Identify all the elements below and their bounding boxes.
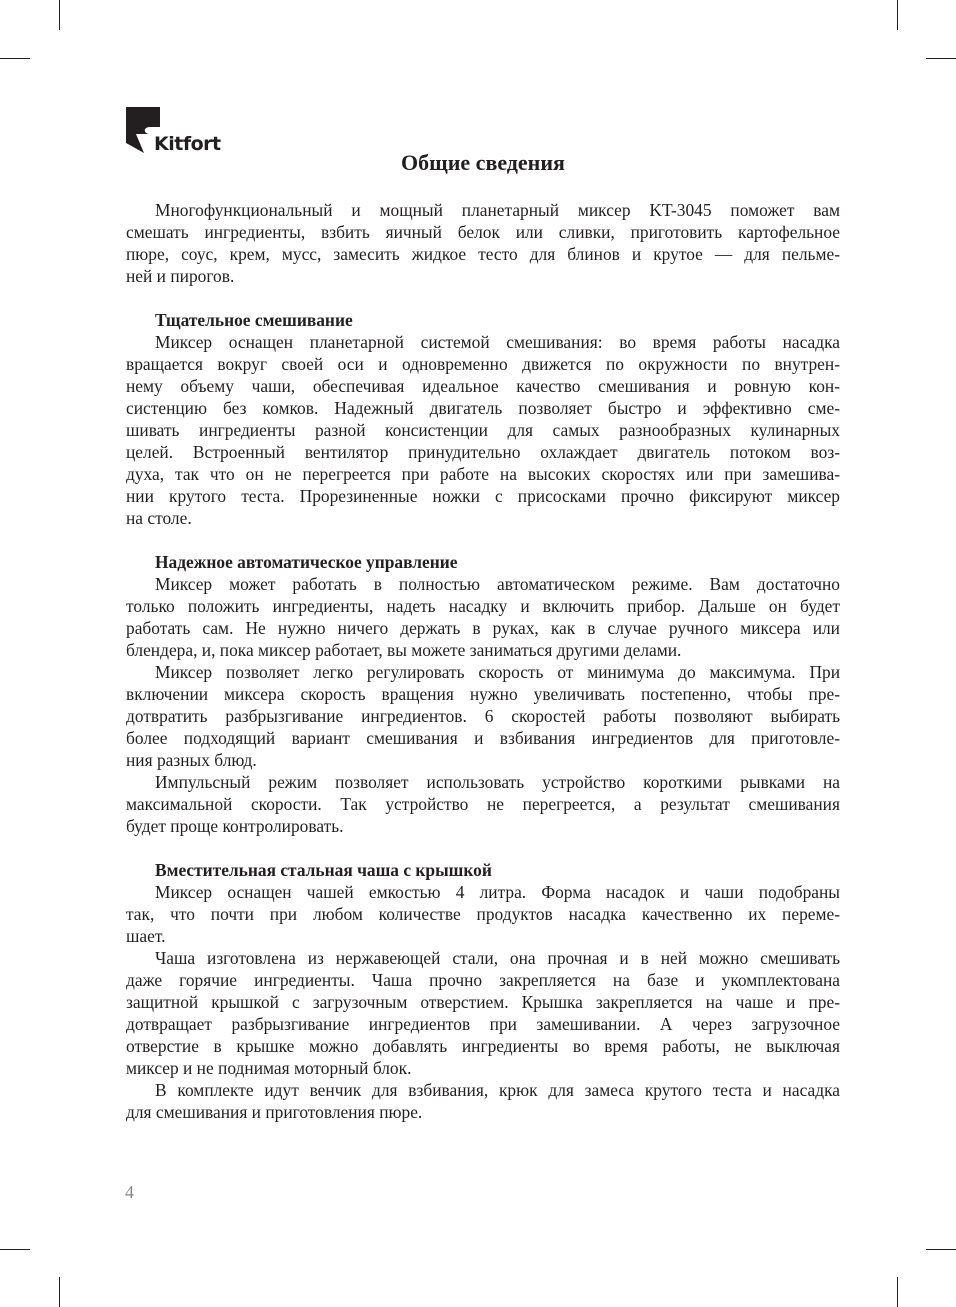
text-line: на столе. [126, 508, 192, 528]
text-line: дотвращает разбрызгивание ингредиентов при замешивании. А через загрузочное [126, 1014, 840, 1034]
section-heading: Тщательное смешивание [155, 310, 353, 330]
text-line: более подходящий вариант смешивания и взбивания ингредиентов для приготовле- [126, 728, 840, 748]
section-heading: Надежное автоматическое управление [155, 552, 458, 572]
text-line: Многофункциональный и мощный планетарный миксер KT-3045 поможет вам [155, 200, 840, 220]
spacer [126, 287, 840, 309]
text-line: Миксер оснащен планетарной системой смешивания: во время работы насадка [155, 332, 840, 352]
text-line: шивать ингредиенты разной консистенции для самых разнообразных кулинарных [126, 420, 840, 440]
brand-logo-text: Kitfort [154, 133, 221, 155]
text-line: Миксер может работать в полностью автоматическом режиме. Вам достаточно [155, 574, 840, 594]
text-line: отверстие в крышке можно добавлять ингредиенты во время работы, не выключая [126, 1036, 840, 1056]
section [126, 837, 840, 1123]
text-line: для смешивания и приготовления пюре. [126, 1102, 423, 1122]
text-line: духа, так что он не перегреется при работе на высоких скоростях или при замешива- [126, 464, 840, 484]
text-line: шает. [126, 926, 166, 946]
paragraph [126, 331, 840, 529]
crop-mark [897, 1277, 898, 1307]
text-line: работать сам. Не нужно ничего держать в руках, как в случае ручного миксера или [126, 618, 840, 638]
text-line: только положить ингредиенты, надеть насадку и включить прибор. Дальше он будет [126, 596, 840, 616]
spacer [126, 529, 840, 551]
page-title: Общие сведения [401, 150, 565, 175]
section [126, 287, 840, 529]
document-body [126, 199, 840, 1123]
text-line: смешать ингредиенты, взбить яичный белок или сливки, приготовить картофельное [126, 222, 840, 242]
text-line: так, что почти при любом количестве продуктов насадка качественно их переме- [126, 904, 840, 924]
paragraph [126, 771, 840, 837]
text-line: вращается вокруг своей оси и одновременно движется по окружности по внутрен- [126, 354, 840, 374]
crop-mark [0, 58, 30, 59]
text-line: защитной крышкой с загрузочным отверстием. Крышка закрепляется на чаше и пре- [126, 992, 840, 1012]
paragraph [126, 1079, 840, 1123]
text-line: В комплекте идут венчик для взбивания, крюк для замеса крутого теста и насадка [155, 1080, 840, 1100]
section-heading: Вместительная стальная чаша с крышкой [155, 860, 492, 880]
spacer [126, 837, 840, 859]
text-line: даже горячие ингредиенты. Чаша прочно закрепляется на базе и укомплектована [126, 970, 840, 990]
section [126, 199, 840, 287]
text-line: пюре, соус, крем, мусс, замесить жидкое тесто для блинов и крутое — для пельме- [126, 244, 840, 264]
text-line: Чаша изготовлена из нержавеющей стали, она прочная и в ней можно смешивать [155, 948, 840, 968]
crop-mark [926, 1249, 956, 1250]
text-line: целей. Встроенный вентилятор принудительно охлаждает двигатель потоком воз- [126, 442, 840, 462]
text-line: будет проще контролировать. [126, 816, 344, 836]
text-line: нему объему чаши, обеспечивая идеальное качество смешивания и ровную кон- [126, 376, 840, 396]
text-line: нии крутого теста. Прорезиненные ножки с присосками прочно фиксируют миксер [126, 486, 840, 506]
text-line: ней и пирогов. [126, 266, 235, 286]
crop-mark [897, 0, 898, 30]
section [126, 529, 840, 837]
text-line: Импульсный режим позволяет использовать устройство короткими рывками на [155, 772, 840, 792]
page-number: 4 [125, 1182, 134, 1202]
text-line: миксер и не поднимая моторный блок. [126, 1058, 412, 1078]
text-line: систенцию без комков. Надежный двигатель позволяет быстро и эффективно сме- [126, 398, 840, 418]
text-line: блендера, и, пока миксер работает, вы можете заниматься другими делами. [126, 640, 682, 660]
crop-mark [0, 1249, 30, 1250]
paragraph [126, 661, 840, 771]
text-line: Миксер позволяет легко регулировать скорость от минимума до максимума. При [155, 662, 840, 682]
crop-mark [59, 1277, 60, 1307]
text-line: включении миксера скорость вращения нужно увеличивать постепенно, чтобы пре- [126, 684, 840, 704]
crop-mark [926, 58, 956, 59]
paragraph [126, 947, 840, 1079]
text-line: ния разных блюд. [126, 750, 257, 770]
crop-mark [59, 0, 60, 30]
text-line: Миксер оснащен чашей емкостью 4 литра. Форма насадок и чаши подобраны [155, 882, 840, 902]
paragraph [126, 573, 840, 661]
text-line: максимальной скорости. Так устройство не перегреется, а результат смешивания [126, 794, 840, 814]
paragraph [126, 199, 840, 287]
paragraph [126, 881, 840, 947]
text-line: дотвратить разбрызгивание ингредиентов. 6 скоростей работы позволяют выбирать [126, 706, 840, 726]
